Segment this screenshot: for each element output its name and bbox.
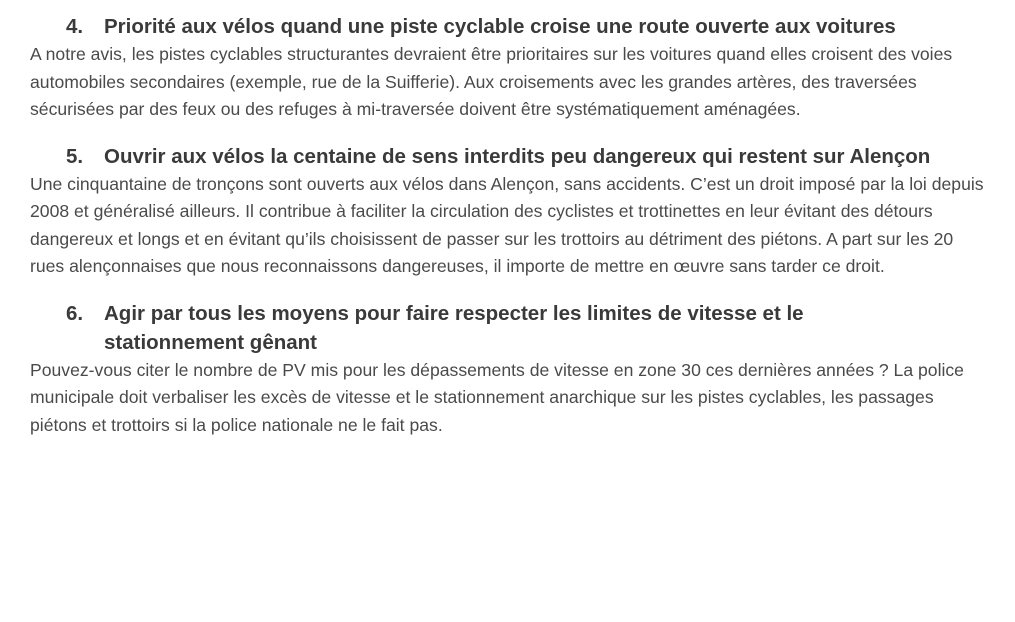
- list-number: 4.: [66, 15, 84, 38]
- section-6: [30, 299, 990, 440]
- list-number: 5.: [66, 144, 84, 168]
- list-number: 6.: [66, 301, 84, 325]
- section-4: [30, 12, 990, 124]
- section-heading: [30, 142, 990, 171]
- section-paragraph: Pouvez-vous citer le nombre de PV mis pour les dépassements de vitesse en zone 30 ces dernières années ? La police municipale doit verbaliser les excès de vitesse et le stationnement anarchique sur les pistes cyclables, les passages piétons et trottoirs si la police nationale ne le fait pas.: [30, 359, 964, 435]
- document-body: [30, 12, 990, 457]
- section-title: Agir par tous les moyens pour faire respecter les limites de vitesse et le stationnement gênant: [104, 301, 804, 354]
- section-heading: [30, 12, 990, 41]
- section-title: Priorité aux vélos quand une piste cyclable croise une route ouverte aux voitures: [104, 15, 896, 38]
- section-heading: [30, 299, 990, 357]
- section-paragraph: Une cinquantaine de tronçons sont ouverts aux vélos dans Alençon, sans accidents. C’est un droit imposé par la loi depuis 2008 et généralisé ailleurs. Il contribue à faciliter la circulation des cyclistes et trottinettes en leur évitant des détours dangereux et longs et en évitant qu’ils choisissent de passer sur les trottoirs au détriment des piétons. A part sur les 20 rues alençonnaises que nous reconnaissons dangereuses, il importe de mettre en œuvre sans tarder ce droit.: [30, 173, 984, 276]
- section-title: Ouvrir aux vélos la centaine de sens interdits peu dangereux qui restent sur Alençon: [104, 144, 931, 168]
- section-paragraph: A notre avis, les pistes cyclables structurantes devraient être prioritaires sur les voitures quand elles croisent des voies automobiles secondaires (exemple, rue de la Suifferie). Aux croisements avec les grandes artères, des traversées sécurisées par des feux ou des refuges à mi-traversée doivent être systématiquement aménagées.: [30, 44, 953, 119]
- section-5: [30, 142, 990, 281]
